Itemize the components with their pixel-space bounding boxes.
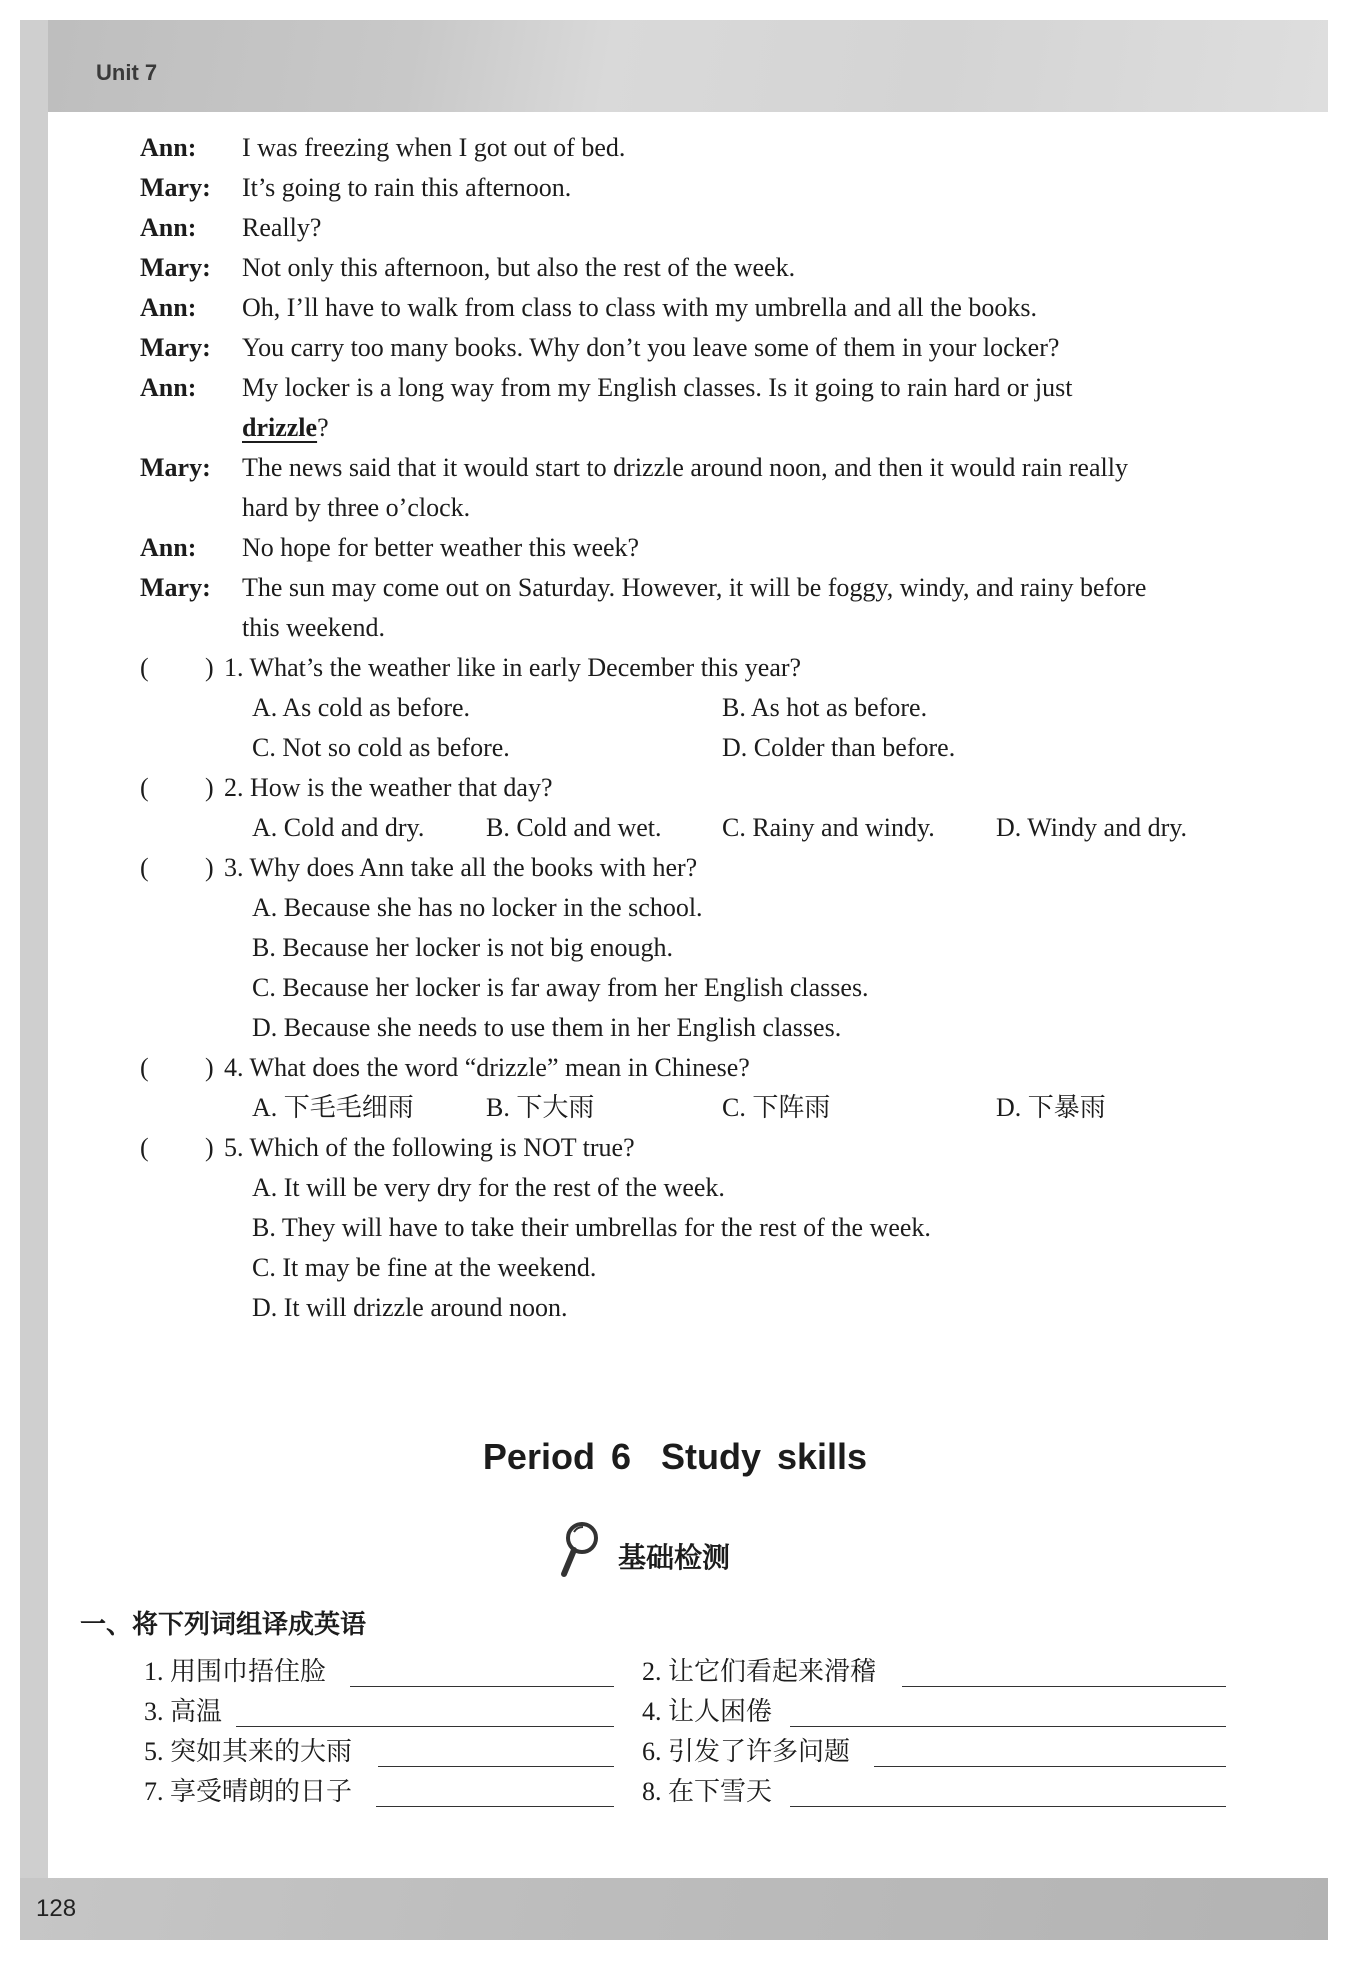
answer-bracket-open: (: [140, 1053, 149, 1082]
question-stem: 2. How is the weather that day?: [224, 773, 553, 802]
speaker: Mary:: [140, 453, 211, 482]
magnifier-icon: [558, 1520, 604, 1578]
utterance-continued: [242, 408, 329, 448]
translation-item: 7. 享受晴朗的日子: [144, 1777, 353, 1806]
part-heading: 一、将下列词组译成英语: [80, 1610, 367, 1640]
utterance: It’s going to rain this afternoon.: [242, 173, 572, 202]
answer-blank[interactable]: [378, 1766, 614, 1767]
option: B. Because her locker is not big enough.: [252, 933, 673, 962]
utterance: Really?: [242, 213, 322, 242]
option: D. It will drizzle around noon.: [252, 1293, 568, 1322]
option: C. Rainy and windy.: [722, 813, 935, 842]
utterance: Not only this afternoon, but also the rest of the week.: [242, 253, 796, 282]
option: C. 下阵雨: [722, 1093, 831, 1122]
answer-bracket-open: (: [140, 853, 149, 882]
option: C. It may be fine at the weekend.: [252, 1253, 597, 1282]
translation-item: 2. 让它们看起来滑稽: [642, 1657, 877, 1686]
speaker: Ann:: [140, 213, 197, 242]
utterance-continued: hard by three o’clock.: [242, 493, 471, 522]
speaker: Mary:: [140, 253, 211, 282]
speaker: Mary:: [140, 333, 211, 362]
answer-bracket-close: ): [205, 773, 214, 802]
answer-blank[interactable]: [376, 1806, 614, 1807]
translation-item: 4. 让人困倦: [642, 1697, 773, 1726]
answer-bracket-close: ): [205, 1133, 214, 1162]
option: A. It will be very dry for the rest of the week.: [252, 1173, 725, 1202]
punctuation: ?: [317, 413, 329, 442]
utterance: The sun may come out on Saturday. However, it will be foggy, windy, and rainy before: [242, 573, 1147, 602]
option: D. Windy and dry.: [996, 813, 1188, 842]
utterance: I was freezing when I got out of bed.: [242, 133, 626, 162]
utterance: No hope for better weather this week?: [242, 533, 640, 562]
answer-blank[interactable]: [350, 1686, 614, 1687]
translation-item: 5. 突如其来的大雨: [144, 1737, 353, 1766]
question-stem: 4. What does the word “drizzle” mean in Chinese?: [224, 1053, 750, 1082]
utterance-continued: this weekend.: [242, 613, 385, 642]
speaker: Ann:: [140, 373, 197, 402]
translation-item: 8. 在下雪天: [642, 1777, 773, 1806]
answer-bracket-close: ): [205, 653, 214, 682]
page-number: 128: [36, 1895, 77, 1922]
answer-blank[interactable]: [790, 1726, 1226, 1727]
translation-item: 3. 高温: [144, 1697, 223, 1726]
option: C. Because her locker is far away from her English classes.: [252, 973, 869, 1002]
option: B. Cold and wet.: [486, 813, 662, 842]
period-title: [0, 1436, 1350, 1478]
question-stem: 5. Which of the following is NOT true?: [224, 1133, 635, 1162]
question-stem: 1. What’s the weather like in early December this year?: [224, 653, 802, 682]
speaker: Mary:: [140, 173, 211, 202]
answer-bracket-open: (: [140, 1133, 149, 1162]
utterance: Oh, I’ll have to walk from class to class with my umbrella and all the books.: [242, 293, 1037, 322]
utterance: The news said that it would start to drizzle around noon, and then it would rain really: [242, 453, 1128, 482]
utterance: You carry too many books. Why don’t you leave some of them in your locker?: [242, 333, 1060, 362]
option: D. Colder than before.: [722, 733, 956, 762]
speaker: Ann:: [140, 133, 197, 162]
answer-blank[interactable]: [874, 1766, 1226, 1767]
answer-bracket-close: ): [205, 1053, 214, 1082]
period-number: Period 6: [482, 1436, 631, 1477]
left-margin-band: [20, 20, 48, 1940]
footer-band: [20, 1878, 1328, 1940]
answer-blank[interactable]: [790, 1806, 1226, 1807]
section-label: 基础检测: [618, 1541, 731, 1574]
translation-item: 6. 引发了许多问题: [642, 1737, 851, 1766]
option: D. Because she needs to use them in her English classes.: [252, 1013, 842, 1042]
answer-bracket-close: ): [205, 853, 214, 882]
key-word-drizzle: drizzle: [242, 413, 318, 442]
option: B. As hot as before.: [722, 693, 928, 722]
answer-bracket-open: (: [140, 653, 149, 682]
option: C. Not so cold as before.: [252, 733, 510, 762]
speaker: Ann:: [140, 533, 197, 562]
question-stem: 3. Why does Ann take all the books with her?: [224, 853, 698, 882]
translation-item: 1. 用围巾捂住脸: [144, 1657, 327, 1686]
speaker: Mary:: [140, 573, 211, 602]
answer-bracket-open: (: [140, 773, 149, 802]
answer-blank[interactable]: [902, 1686, 1226, 1687]
header-band: [20, 20, 1328, 112]
option: A. 下毛毛细雨: [252, 1093, 414, 1122]
period-name: Study skills: [660, 1436, 868, 1477]
option: A. Cold and dry.: [252, 813, 425, 842]
speaker: Ann:: [140, 293, 197, 322]
unit-label: Unit 7: [96, 60, 158, 85]
utterance: My locker is a long way from my English classes. Is it going to rain hard or just: [242, 373, 1073, 402]
option: A. As cold as before.: [252, 693, 471, 722]
option: B. 下大雨: [486, 1093, 595, 1122]
option: B. They will have to take their umbrellas for the rest of the week.: [252, 1213, 931, 1242]
option: D. 下暴雨: [996, 1093, 1106, 1122]
answer-blank[interactable]: [236, 1726, 614, 1727]
option: A. Because she has no locker in the school.: [252, 893, 703, 922]
